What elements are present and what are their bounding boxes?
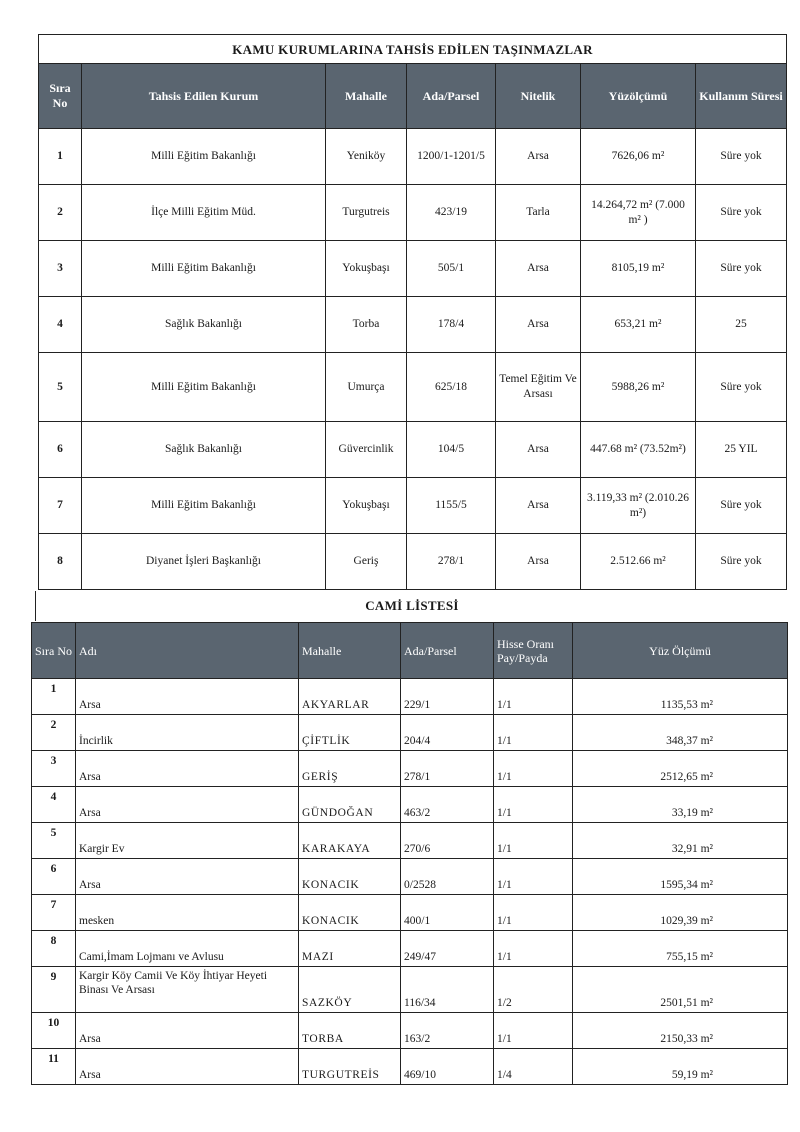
row-adi: mesken: [76, 895, 299, 931]
col-header-mahalle: Mahalle: [326, 64, 407, 129]
col-header-hisse: Hisse Oranı Pay/Payda: [494, 623, 573, 679]
row-ada-parsel: 463/2: [401, 787, 494, 823]
row-mahalle: AKYARLAR: [299, 679, 401, 715]
col-header-sure: Kullanım Süresi: [696, 64, 787, 129]
row-mahalle: Yokuşbaşı: [326, 241, 407, 297]
row-ada-parsel: 116/34: [401, 967, 494, 1013]
row-adi: Arsa: [76, 1013, 299, 1049]
row-ada-parsel: 163/2: [401, 1013, 494, 1049]
row-number: 8: [39, 534, 82, 590]
row-yuz-olcumu: 2512,65 m²: [573, 751, 788, 787]
row-yuz-olcumu: 1135,53 m²: [573, 679, 788, 715]
row-ada-parsel: 400/1: [401, 895, 494, 931]
row-kurum: Milli Eğitim Bakanlığı: [82, 353, 326, 422]
list-item: [32, 1049, 788, 1085]
row-yuz-olcumu: 2150,33 m²: [573, 1013, 788, 1049]
row-mahalle: GERİŞ: [299, 751, 401, 787]
row-nitelik: Tarla: [496, 185, 581, 241]
row-adi: Kargir Köy Camii Ve Köy İhtiyar Heyeti Binası Ve Arsası: [76, 967, 299, 1013]
row-mahalle: SAZKÖY: [299, 967, 401, 1013]
row-yuz-olcumu: 348,37 m²: [573, 715, 788, 751]
row-mahalle: Torba: [326, 297, 407, 353]
row-number: 5: [39, 353, 82, 422]
row-mahalle: ÇİFTLİK: [299, 715, 401, 751]
row-number: 11: [32, 1049, 76, 1085]
row-number: 5: [32, 823, 76, 859]
list-item: [32, 895, 788, 931]
col-header-kurum: Tahsis Edilen Kurum: [82, 64, 326, 129]
row-number: 1: [32, 679, 76, 715]
row-adi: Arsa: [76, 859, 299, 895]
list-item: [32, 787, 788, 823]
table-row: [39, 297, 787, 353]
row-number: 6: [39, 422, 82, 478]
row-hisse: 1/2: [494, 967, 573, 1013]
row-yuzolcumu: 653,21 m²: [581, 297, 696, 353]
row-ada-parsel: 278/1: [401, 751, 494, 787]
row-mahalle: Turgutreis: [326, 185, 407, 241]
row-nitelik: Arsa: [496, 297, 581, 353]
table-row: [39, 129, 787, 185]
row-nitelik: Temel Eğitim Ve Arsası: [496, 353, 581, 422]
row-ada-parsel: 505/1: [407, 241, 496, 297]
row-adi: Arsa: [76, 679, 299, 715]
row-nitelik: Arsa: [496, 129, 581, 185]
row-hisse: 1/1: [494, 787, 573, 823]
row-ada-parsel: 1155/5: [407, 478, 496, 534]
col-header-sira: Sıra No: [39, 64, 82, 129]
row-hisse: 1/4: [494, 1049, 573, 1085]
row-nitelik: Arsa: [496, 534, 581, 590]
row-ada-parsel: 278/1: [407, 534, 496, 590]
row-kullanim-suresi: Süre yok: [696, 241, 787, 297]
row-yuz-olcumu: 1029,39 m²: [573, 895, 788, 931]
col-header-ada: Ada/Parsel: [407, 64, 496, 129]
row-yuzolcumu: 3.119,33 m² (2.010.26 m²): [581, 478, 696, 534]
row-number: 8: [32, 931, 76, 967]
row-mahalle: MAZI: [299, 931, 401, 967]
table-row: [39, 534, 787, 590]
row-hisse: 1/1: [494, 715, 573, 751]
table-row: [39, 353, 787, 422]
allocated-properties-title: KAMU KURUMLARINA TAHSİS EDİLEN TAŞINMAZLAR: [39, 35, 787, 64]
row-kullanim-suresi: Süre yok: [696, 478, 787, 534]
row-adi: Arsa: [76, 1049, 299, 1085]
row-mahalle: KARAKAYA: [299, 823, 401, 859]
col-header-sira: Sıra No: [32, 623, 76, 679]
table-row: [39, 241, 787, 297]
row-ada-parsel: 104/5: [407, 422, 496, 478]
row-kurum: Milli Eğitim Bakanlığı: [82, 241, 326, 297]
col-header-yuz: Yüz Ölçümü: [573, 623, 788, 679]
row-yuzolcumu: 5988,26 m²: [581, 353, 696, 422]
row-hisse: 1/1: [494, 1013, 573, 1049]
list-item: [32, 931, 788, 967]
row-yuzolcumu: 447.68 m² (73.52m²): [581, 422, 696, 478]
row-kurum: Milli Eğitim Bakanlığı: [82, 129, 326, 185]
list-item: [32, 1013, 788, 1049]
row-mahalle: Geriş: [326, 534, 407, 590]
col-header-mahalle: Mahalle: [299, 623, 401, 679]
row-adi: İncirlik: [76, 715, 299, 751]
row-mahalle: TURGUTREİS: [299, 1049, 401, 1085]
row-ada-parsel: 229/1: [401, 679, 494, 715]
row-number: 7: [32, 895, 76, 931]
list-item: [32, 823, 788, 859]
row-number: 10: [32, 1013, 76, 1049]
table-row: [39, 185, 787, 241]
row-number: 3: [32, 751, 76, 787]
row-mahalle: Yeniköy: [326, 129, 407, 185]
row-hisse: 1/1: [494, 859, 573, 895]
row-ada-parsel: 204/4: [401, 715, 494, 751]
row-number: 7: [39, 478, 82, 534]
row-yuz-olcumu: 755,15 m²: [573, 931, 788, 967]
row-adi: Arsa: [76, 751, 299, 787]
list-item: [32, 859, 788, 895]
row-nitelik: Arsa: [496, 422, 581, 478]
row-hisse: 1/1: [494, 751, 573, 787]
row-kurum: İlçe Milli Eğitim Müd.: [82, 185, 326, 241]
col-header-adi: Adı: [76, 623, 299, 679]
row-yuzolcumu: 14.264,72 m² (7.000 m² ): [581, 185, 696, 241]
row-kullanim-suresi: Süre yok: [696, 129, 787, 185]
col-header-yuz: Yüzölçümü: [581, 64, 696, 129]
row-adi: Kargir Ev: [76, 823, 299, 859]
row-mahalle: KONACIK: [299, 859, 401, 895]
row-ada-parsel: 423/19: [407, 185, 496, 241]
list-item: [32, 679, 788, 715]
col-header-nitelik: Nitelik: [496, 64, 581, 129]
row-kullanim-suresi: 25 YIL: [696, 422, 787, 478]
row-hisse: 1/1: [494, 895, 573, 931]
row-hisse: 1/1: [494, 931, 573, 967]
row-yuzolcumu: 7626,06 m²: [581, 129, 696, 185]
row-mahalle: GÜNDOĞAN: [299, 787, 401, 823]
row-ada-parsel: 1200/1-1201/5: [407, 129, 496, 185]
row-number: 6: [32, 859, 76, 895]
row-number: 2: [39, 185, 82, 241]
row-yuzolcumu: 2.512.66 m²: [581, 534, 696, 590]
row-number: 4: [32, 787, 76, 823]
allocated-properties-table: [38, 34, 787, 590]
table-row: [39, 478, 787, 534]
row-hisse: 1/1: [494, 823, 573, 859]
row-number: 4: [39, 297, 82, 353]
list-item: [32, 967, 788, 1013]
col-header-ada: Ada/Parsel: [401, 623, 494, 679]
row-kullanim-suresi: 25: [696, 297, 787, 353]
mosque-list-title: CAMİ LİSTESİ: [35, 591, 788, 621]
mosque-list-table: [31, 622, 788, 1085]
row-kurum: Sağlık Bakanlığı: [82, 422, 326, 478]
row-ada-parsel: 625/18: [407, 353, 496, 422]
row-ada-parsel: 249/47: [401, 931, 494, 967]
row-yuz-olcumu: 2501,51 m²: [573, 967, 788, 1013]
row-ada-parsel: 0/2528: [401, 859, 494, 895]
row-yuz-olcumu: 59,19 m²: [573, 1049, 788, 1085]
row-number: 9: [32, 967, 76, 1013]
row-kurum: Diyanet İşleri Başkanlığı: [82, 534, 326, 590]
allocated-properties-header-row: [39, 64, 787, 129]
row-mahalle: Yokuşbaşı: [326, 478, 407, 534]
row-adi: Arsa: [76, 787, 299, 823]
row-number: 3: [39, 241, 82, 297]
mosque-list-header-row: [32, 623, 788, 679]
row-ada-parsel: 469/10: [401, 1049, 494, 1085]
row-kullanim-suresi: Süre yok: [696, 534, 787, 590]
row-mahalle: Güvercinlik: [326, 422, 407, 478]
row-number: 1: [39, 129, 82, 185]
row-mahalle: TORBA: [299, 1013, 401, 1049]
row-yuz-olcumu: 32,91 m²: [573, 823, 788, 859]
row-yuzolcumu: 8105,19 m²: [581, 241, 696, 297]
table-row: [39, 422, 787, 478]
list-item: [32, 715, 788, 751]
row-number: 2: [32, 715, 76, 751]
list-item: [32, 751, 788, 787]
row-yuz-olcumu: 33,19 m²: [573, 787, 788, 823]
row-mahalle: KONACIK: [299, 895, 401, 931]
row-ada-parsel: 270/6: [401, 823, 494, 859]
row-kullanim-suresi: Süre yok: [696, 353, 787, 422]
row-yuz-olcumu: 1595,34 m²: [573, 859, 788, 895]
row-nitelik: Arsa: [496, 478, 581, 534]
row-kullanim-suresi: Süre yok: [696, 185, 787, 241]
row-hisse: 1/1: [494, 679, 573, 715]
row-adi: Cami,İmam Lojmanı ve Avlusu: [76, 931, 299, 967]
row-kurum: Sağlık Bakanlığı: [82, 297, 326, 353]
row-kurum: Milli Eğitim Bakanlığı: [82, 478, 326, 534]
row-ada-parsel: 178/4: [407, 297, 496, 353]
row-mahalle: Umurça: [326, 353, 407, 422]
row-nitelik: Arsa: [496, 241, 581, 297]
